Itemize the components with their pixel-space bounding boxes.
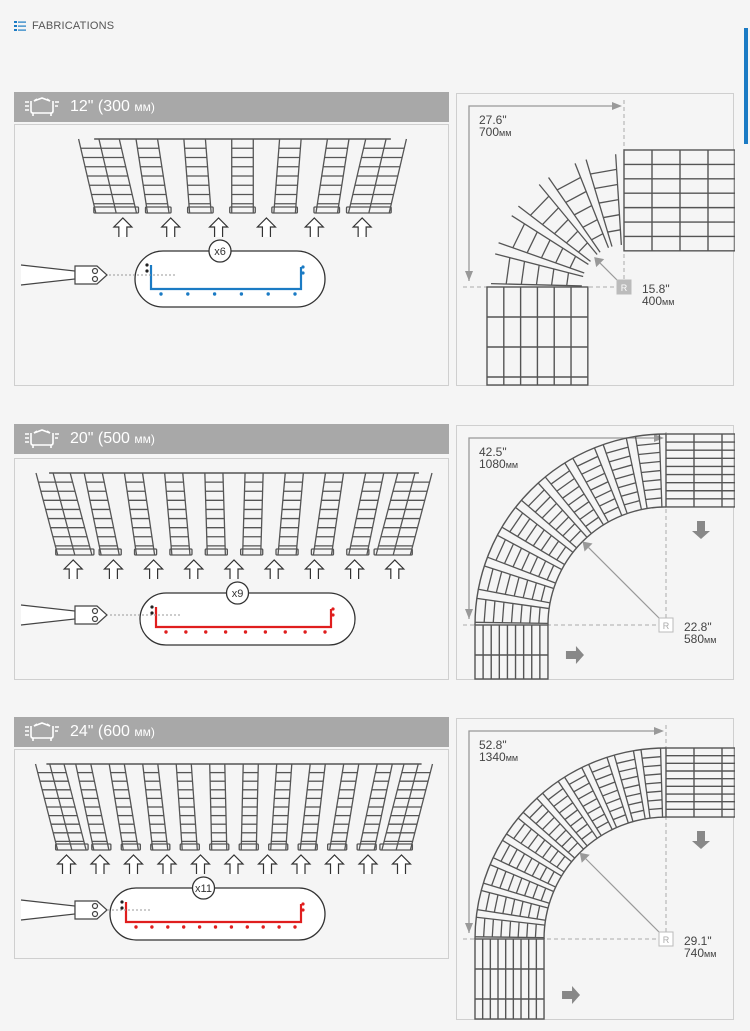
radius-marker: R: [662, 621, 670, 631]
tray-width-icon: [22, 721, 62, 743]
cut-diagram-panel: [14, 458, 449, 680]
bend-diagram-panel: [456, 718, 734, 1020]
cut-count-badge: x9: [231, 588, 244, 600]
page-title: FABRICATIONS: [32, 20, 115, 32]
section-width-label: 24" (600: [70, 723, 130, 740]
page-header: [14, 20, 114, 32]
cut-diagram-panel: [14, 124, 449, 386]
bend-radius-dimension: 15.8" 400мм: [642, 282, 675, 308]
bolt-cutter-icon: [21, 900, 107, 920]
section-width-label: 20" (500: [70, 430, 130, 447]
tray-width-icon: [22, 428, 62, 450]
section-width-label: 12" (300: [70, 98, 130, 115]
section-width-unit: мм): [134, 100, 155, 114]
bolt-cutter-icon: [21, 605, 107, 625]
bolt-cutter-icon: [21, 265, 107, 285]
bend-span-dimension: 52.8" 1340мм: [479, 738, 519, 764]
bend-diagram-panel: [456, 93, 734, 386]
section-header: [14, 92, 449, 122]
section-width-unit: мм): [134, 432, 155, 446]
tray-width-icon: [22, 96, 62, 118]
section-header: [14, 717, 449, 747]
bend-radius-dimension: 22.8" 580мм: [684, 620, 717, 646]
cut-count-badge: x11: [195, 883, 212, 895]
radius-marker: R: [620, 283, 628, 293]
bend-span-dimension: 27.6" 700мм: [479, 113, 512, 139]
scroll-accent-bar: [744, 28, 748, 144]
radius-marker: R: [662, 935, 670, 945]
cut-count-badge: x6: [214, 246, 226, 258]
cut-diagram-panel: [14, 749, 449, 959]
bend-span-dimension: 42.5" 1080мм: [479, 445, 519, 471]
section-header: [14, 424, 449, 454]
bend-diagram-panel: [456, 425, 734, 680]
bend-radius-dimension: 29.1" 740мм: [684, 934, 717, 960]
list-icon: [14, 20, 26, 32]
section-width-unit: мм): [134, 725, 155, 739]
